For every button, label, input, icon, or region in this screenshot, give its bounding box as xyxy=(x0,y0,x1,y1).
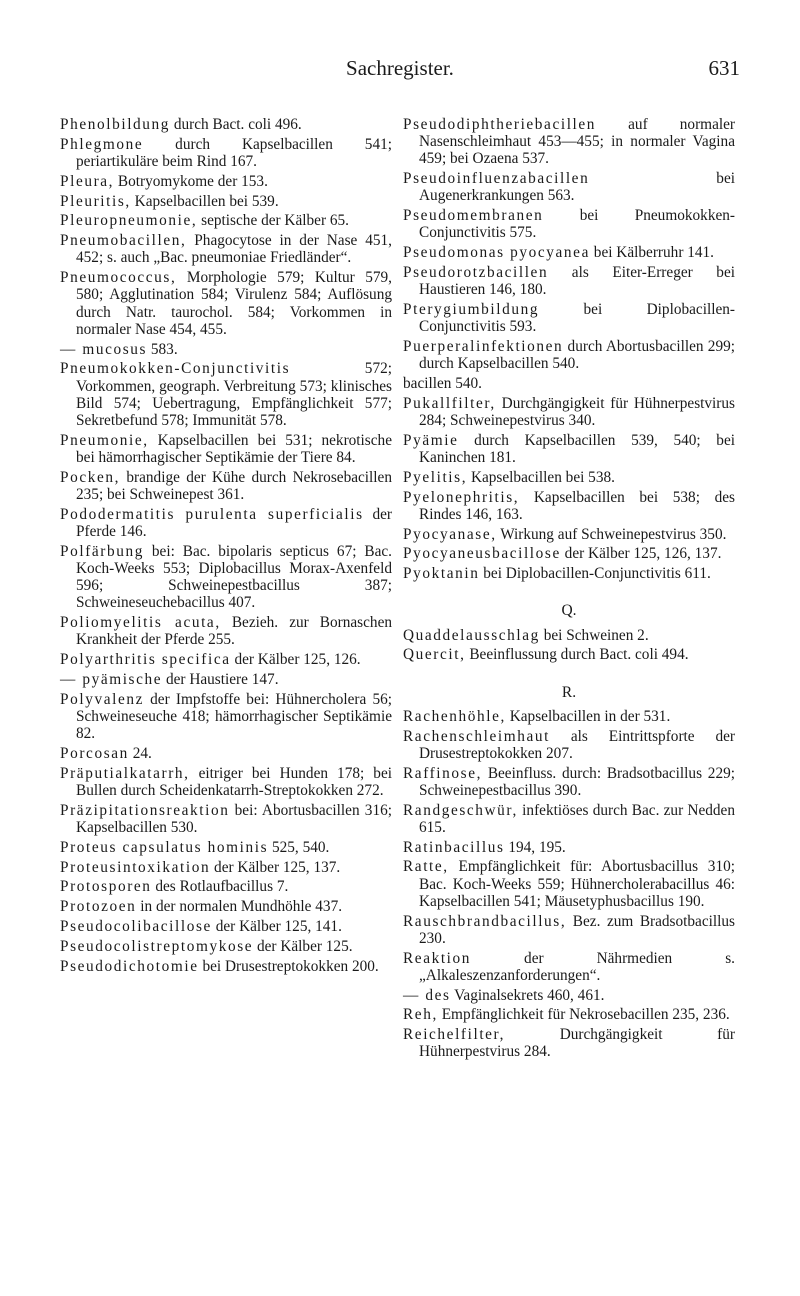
entry-keyword: Puerperalinfektionen xyxy=(403,338,564,355)
entry-keyword: Phenolbildung xyxy=(60,116,171,133)
page-title: Sachregister. xyxy=(346,56,454,80)
left-column xyxy=(60,116,392,977)
entry-text: Vaginalsekrets 460, 461. xyxy=(450,986,605,1004)
entry-text: Beeinfluss. durch: Bradsotbacillus 229; Schweinepestbacillus 390. xyxy=(419,764,735,799)
entry-keyword: Ratinbacillus xyxy=(403,838,505,856)
entry-keyword: Pneumonie, xyxy=(60,431,149,449)
entry-text: der Kälber 125, 126. xyxy=(230,651,361,669)
entry-text: bei Schweinen 2. xyxy=(539,626,649,644)
index-entry xyxy=(403,802,735,836)
entry-keyword: Polyarthritis specifica xyxy=(60,651,231,669)
right-column xyxy=(403,116,735,1063)
index-entry xyxy=(60,432,392,466)
index-entry xyxy=(60,765,392,799)
entry-text: bacillen 540. xyxy=(403,375,483,392)
entry-text: durch Bact. coli 496. xyxy=(170,116,302,133)
entry-text: Empfänglichkeit für: Abortusbacillus 310; Bac. Koch-Weeks 559; Hühnercholerabacillus 46: Kapselbacillen 541; Mäusetyphusbacillus 190. xyxy=(419,858,735,910)
index-entry xyxy=(403,913,735,947)
index-entry xyxy=(60,614,392,648)
entry-text: der Haustiere 147. xyxy=(162,671,279,688)
index-entry xyxy=(60,360,392,429)
entry-text: Phagocytose in der Nase 451, 452; s. auch „Bac. pneumoniae Friedländer“. xyxy=(76,232,392,267)
entry-keyword: Randgeschwür, xyxy=(403,801,518,819)
entry-keyword: Pseudocolibacillose xyxy=(60,917,212,935)
index-entry xyxy=(403,244,735,261)
entry-keyword: Pukallfilter, xyxy=(403,394,496,412)
index-entry xyxy=(60,116,392,133)
entry-keyword: Phlegmone xyxy=(60,135,144,153)
entry-text: eitriger bei Hunden 178; bei Bullen durch Scheidenkatarrh-Streptokokken 272. xyxy=(76,764,392,799)
entry-keyword: Proteus capsulatus hominis xyxy=(60,838,269,856)
entry-keyword: Protosporen xyxy=(60,878,152,896)
entry-keyword: Pneumococcus, xyxy=(60,269,177,287)
index-entry xyxy=(403,264,735,298)
entry-keyword: Pyoktanin xyxy=(403,565,480,583)
index-entry xyxy=(60,193,392,210)
index-entry xyxy=(60,958,392,975)
entry-keyword: Pterygiumbildung xyxy=(403,301,540,318)
entry-text: bei Kälberruhr 141. xyxy=(589,244,715,262)
entry-text: 583. xyxy=(147,340,178,358)
entry-keyword: Pocken, xyxy=(60,468,121,486)
index-entry xyxy=(60,506,392,540)
index-entry xyxy=(403,728,735,762)
entry-keyword: Proteusintoxikation xyxy=(60,858,211,876)
entry-text: der Nährmedien s. „Alkaleszenzanforderungen“. xyxy=(419,949,735,984)
index-entry xyxy=(60,543,392,612)
index-entry xyxy=(60,839,392,856)
entry-keyword: Quaddelausschlag xyxy=(403,626,540,644)
entry-keyword: Pyocyaneusbacillose xyxy=(403,545,561,563)
entry-keyword: Pyocyanase, xyxy=(403,525,497,543)
index-entry xyxy=(403,545,735,562)
entry-keyword: Pleuropneumonie, xyxy=(60,212,198,230)
entry-text: 24. xyxy=(128,745,152,762)
entry-keyword: Pseudodichotomie xyxy=(60,957,199,975)
page-number: 631 xyxy=(708,56,740,80)
index-entry xyxy=(403,950,735,984)
index-entry xyxy=(60,745,392,762)
index-entry xyxy=(60,341,392,358)
entry-keyword: Reichelfilter, xyxy=(403,1026,506,1044)
entry-keyword: Pseudomonas pyocyanea xyxy=(403,244,590,262)
section-heading-r: R. xyxy=(561,683,577,701)
index-entry xyxy=(403,395,735,429)
index-entry xyxy=(403,858,735,910)
entry-text: der Kälber 125, 137. xyxy=(210,858,341,876)
entry-keyword: Quercit, xyxy=(403,646,466,664)
entry-text: 194, 195. xyxy=(504,838,566,856)
entry-text: 525, 540. xyxy=(268,838,330,856)
entry-text: des Rotlaufbacillus 7. xyxy=(151,878,289,896)
entry-text: bei Augenerkrankungen 563. xyxy=(419,170,735,205)
entry-text: bei Diplobacillen-Conjunctivitis 593. xyxy=(419,301,735,336)
entry-keyword: Polyvalenz xyxy=(60,690,144,708)
entry-keyword: — pyämische xyxy=(60,671,163,688)
index-entry xyxy=(403,489,735,523)
index-entry xyxy=(403,1006,735,1023)
entry-keyword: Pleura, xyxy=(60,172,115,190)
entry-text: Morphologie 579; Kultur 579, 580; Agglutination 584; Virulenz 584; Auflösung durch Natr. taurochol. 584; Vorkommen in normaler Nase 454, 455. xyxy=(76,269,392,338)
entry-keyword: Pyelonephritis, xyxy=(403,488,520,506)
index-entry xyxy=(60,898,392,915)
index-entry xyxy=(60,469,392,503)
index-entry xyxy=(60,173,392,190)
entry-text: der Kälber 125, 141. xyxy=(211,917,342,935)
entry-keyword: Polfärbung xyxy=(60,542,144,560)
entry-text: durch Kapselbacillen 541; periartikuläre beim Rind 167. xyxy=(76,135,392,170)
entry-keyword: Pneumobacillen, xyxy=(60,232,187,250)
index-entry xyxy=(60,918,392,935)
entry-keyword: Porcosan xyxy=(60,745,129,762)
index-entry xyxy=(60,212,392,229)
entry-text: bei Pneumokokken-Conjunctivitis 575. xyxy=(419,207,735,242)
index-entry xyxy=(403,765,735,799)
page-header xyxy=(0,56,800,86)
index-entry xyxy=(403,469,735,486)
entry-keyword: Raffinose, xyxy=(403,764,483,782)
index-entry xyxy=(60,859,392,876)
entry-keyword: Präputialkatarrh, xyxy=(60,764,190,782)
entry-keyword: Pseudomembranen xyxy=(403,207,544,225)
entry-keyword: Pneumokokken-Conjunctivitis xyxy=(60,360,291,378)
entry-text: Kapselbacillen bei 531; nekrotische bei hämorrhagischer Septikämie der Tiere 84. xyxy=(76,431,392,466)
entry-keyword: Pseudoinfluenzabacillen xyxy=(403,170,590,188)
entry-keyword: Pyelitis, xyxy=(403,468,468,486)
index-entry xyxy=(403,646,735,663)
entry-keyword: Präzipitationsreaktion xyxy=(60,801,230,819)
entry-text: Botryomykome der 153. xyxy=(114,172,268,190)
index-entry xyxy=(60,651,392,668)
entry-text: als Eintrittspforte der Drusestreptokokken 207. xyxy=(419,727,735,762)
entry-keyword: Pseudodiphtheriebacillen xyxy=(403,116,597,133)
entry-keyword: Rachenschleimhaut xyxy=(403,727,550,745)
entry-text: bei: Bac. bipolaris septicus 67; Bac. Koch-Weeks 553; Diplobacillus Morax-Axenfeld 596; Schweinepestbacillus 387; Schweineseuchebacillus 407. xyxy=(76,542,392,612)
index-entry xyxy=(403,627,735,644)
entry-text: Bez. zum Bradsotbacillus 230. xyxy=(419,912,735,947)
entry-text: Durchgängigkeit für Hühnerpestvirus 284; Schweinepestvirus 340. xyxy=(419,394,735,429)
section-heading-q: Q. xyxy=(561,602,577,620)
index-entry xyxy=(403,1026,735,1060)
entry-keyword: Pleuritis, xyxy=(60,192,131,210)
index-entry xyxy=(403,375,735,392)
entry-text: der Kälber 125, 126, 137. xyxy=(560,545,722,563)
entry-keyword: Protozoen xyxy=(60,898,137,916)
entry-text: Kapselbacillen bei 539. xyxy=(130,192,279,210)
entry-text: der Kälber 125. xyxy=(253,937,353,955)
index-entry xyxy=(403,432,735,466)
index-entry xyxy=(403,708,735,725)
index-entry xyxy=(60,671,392,688)
index-entry xyxy=(60,691,392,743)
entry-text: septische der Kälber 65. xyxy=(197,212,349,230)
entry-text: infektiöses durch Bac. zur Nedden 615. xyxy=(419,801,735,836)
entry-keyword: Pseudorotzbacillen xyxy=(403,264,549,281)
entry-keyword: — mucosus xyxy=(60,340,148,358)
entry-text: der Impfstoffe bei: Hühnercholera 56; Schweineseuche 418; hämorrhagischer Septikämie 82. xyxy=(76,690,392,743)
index-entry xyxy=(60,136,392,170)
index-entry xyxy=(403,116,735,168)
index-entry xyxy=(403,565,735,582)
index-entry xyxy=(403,839,735,856)
entry-text: Durchgängigkeit für Hühnerpestvirus 284. xyxy=(419,1026,735,1061)
index-entry xyxy=(403,338,735,372)
entry-keyword: Pododermatitis purulenta superficialis xyxy=(60,505,364,523)
entry-text: Beeinflussung durch Bact. coli 494. xyxy=(465,646,689,664)
entry-text: bei Drusestreptokokken 200. xyxy=(198,957,379,975)
entry-text: Kapselbacillen bei 538; des Rindes 146, 163. xyxy=(419,488,735,523)
entry-text: Kapselbacillen bei 538. xyxy=(467,468,615,486)
index-entry xyxy=(403,526,735,543)
entry-keyword: Poliomyelitis acuta, xyxy=(60,614,221,632)
entry-text: als Eiter-Erreger bei Haustieren 146, 180. xyxy=(419,264,735,299)
index-entry xyxy=(60,232,392,266)
index-entry xyxy=(403,301,735,335)
index-entry xyxy=(403,170,735,204)
entry-text: bei Diplobacillen-Conjunctivitis 611. xyxy=(479,565,711,583)
entry-text: Wirkung auf Schweinepestvirus 350. xyxy=(496,525,727,543)
entry-text: durch Abortusbacillen 299; durch Kapselbacillen 540. xyxy=(419,338,735,373)
index-entry xyxy=(60,802,392,836)
entry-text: Empfänglichkeit für Nekrosebacillen 235, 236. xyxy=(437,1006,730,1024)
entry-text: Kapselbacillen in der 531. xyxy=(505,707,671,725)
entry-keyword: Rauschbrandbacillus, xyxy=(403,912,567,930)
entry-text: bei: Abortusbacillen 316; Kapselbacillen 530. xyxy=(76,801,392,836)
entry-text: 572; Vorkommen, geograph. Verbreitung 573; klinisches Bild 574; Uebertragung, Empfänglichkeit 577; Sekretbefund 578; Immunität 578. xyxy=(76,360,392,429)
index-entry xyxy=(403,207,735,241)
entry-keyword: Rachenhöhle, xyxy=(403,707,506,725)
entry-keyword: Pseudocolistreptomykose xyxy=(60,937,254,955)
index-entry xyxy=(60,878,392,895)
entry-keyword: Reaktion xyxy=(403,949,472,967)
entry-text: in der normalen Mundhöhle 437. xyxy=(136,898,343,916)
entry-text: Bezieh. zur Bornaschen Krankheit der Pferde 255. xyxy=(76,614,393,649)
entry-keyword: Pyämie xyxy=(403,431,459,449)
entry-text: brandige der Kühe durch Nekrosebacillen 235; bei Schweinepest 361. xyxy=(76,468,392,503)
entry-text: auf normaler Nasenschleimhaut 453—455; in normaler Vagina 459; bei Ozaena 537. xyxy=(419,116,735,168)
entry-keyword: — des xyxy=(403,986,451,1004)
entry-keyword: Ratte, xyxy=(403,858,449,876)
index-entry xyxy=(403,987,735,1004)
index-entry xyxy=(60,269,392,338)
entry-text: durch Kapselbacillen 539, 540; bei Kaninchen 181. xyxy=(419,431,735,466)
entry-keyword: Reh, xyxy=(403,1006,438,1024)
index-entry xyxy=(60,938,392,955)
entry-text: der Pferde 146. xyxy=(76,505,392,540)
